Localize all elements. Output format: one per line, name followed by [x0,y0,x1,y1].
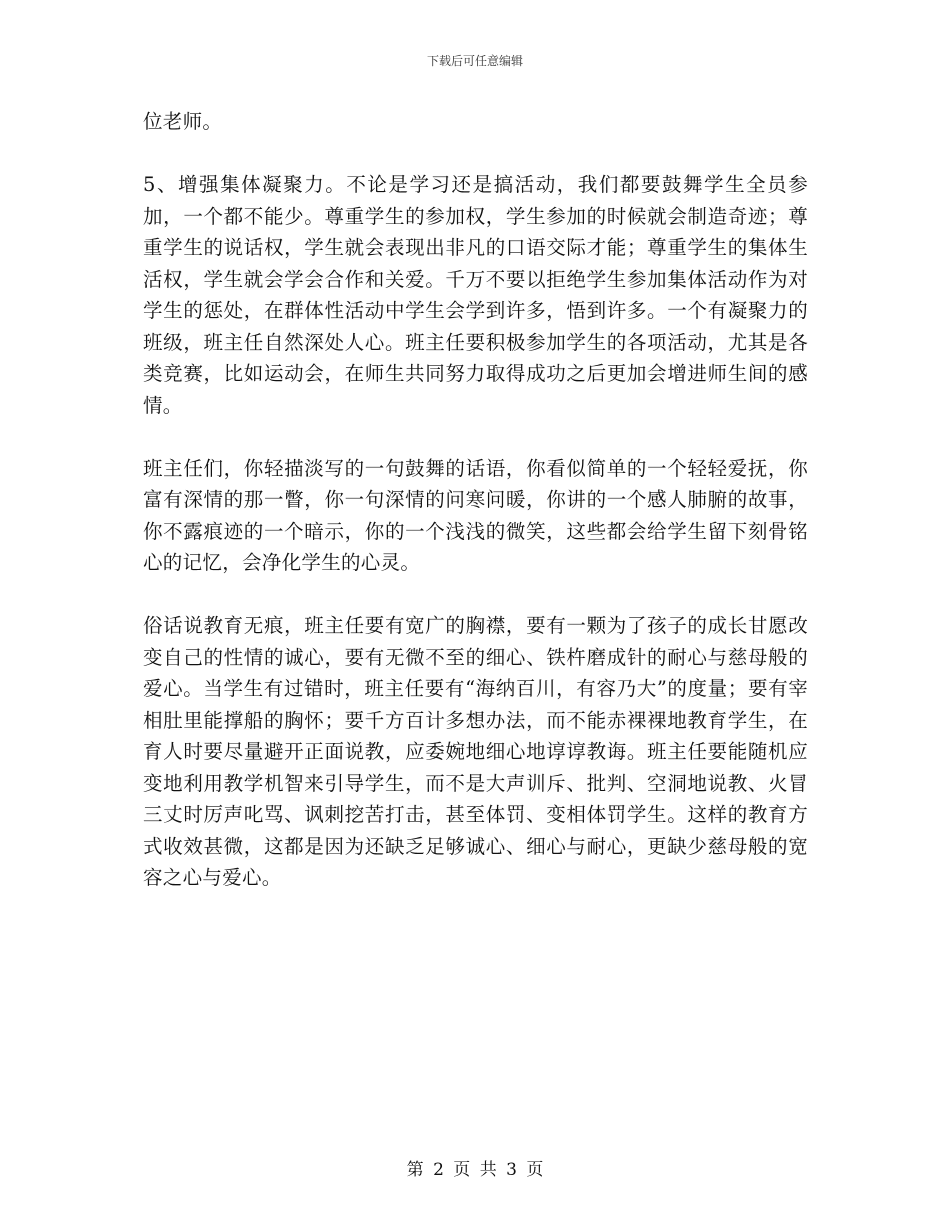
paragraph-encouragement: 班主任们，你轻描淡写的一句鼓舞的话语，你看似简单的一个轻轻爱抚，你富有深情的那一瞥，你一句深情的问寒问暖，你讲的一个感人肺腑的故事，你不露痕迹的一个暗示，你的一个浅浅的微笑，这些都会给学生留下刻骨铭心的记忆，会净化学生的心灵。 [143,456,808,574]
paragraph-gap [143,138,808,170]
document-body [143,106,808,894]
paragraph-gap [143,579,808,611]
paragraph-continuation: 位老师。 [143,110,223,133]
page-header: 下载后可任意编辑 [426,54,523,68]
page-number: 第 2 页 共 3 页 [406,1160,544,1180]
paragraph-education: 俗话说教育无痕，班主任要有宽广的胸襟，要有一颗为了孩子的成长甘愿改变自己的性情的诚心，要有无微不至的细心、铁杵磨成针的耐心与慈母般的爱心。当学生有过错时，班主任要有“海纳百川，有容乃大”的度量；要有宰相肚里能撑船的胸怀；要千方百计多想办法，而不能赤裸裸地教育学生，在育人时要尽量避开正面说教，应委婉地细心地谆谆教诲。班主任要能随机应变地利用教学机智来引导学生，而不是大声训斥、批判、空洞地说教、火冒三丈时厉声叱骂、讽刺挖苦打击，甚至体罚、变相体罚学生。这样的教育方式收效甚微，这都是因为还缺乏足够诚心、细心与耐心，更缺少慈母般的宽容之心与爱心。 [143,614,808,889]
paragraph-gap [143,421,808,453]
paragraph-cohesion: 5、增强集体凝聚力。不论是学习还是搞活动，我们都要鼓舞学生全员参加，一个都不能少。尊重学生的参加权，学生参加的时候就会制造奇迹；尊重学生的说话权，学生就会表现出非凡的口语交际才能；尊重学生的集体生活权，学生就会学会合作和关爱。千万不要以拒绝学生参加集体活动作为对学生的惩处，在群体性活动中学生会学到许多，悟到许多。一个有凝聚力的班级，班主任自然深处人心。班主任要积极参加学生的各项活动，尤其是各类竞赛，比如运动会，在师生共同努力取得成功之后更加会增进师生间的感情。 [143,173,808,417]
